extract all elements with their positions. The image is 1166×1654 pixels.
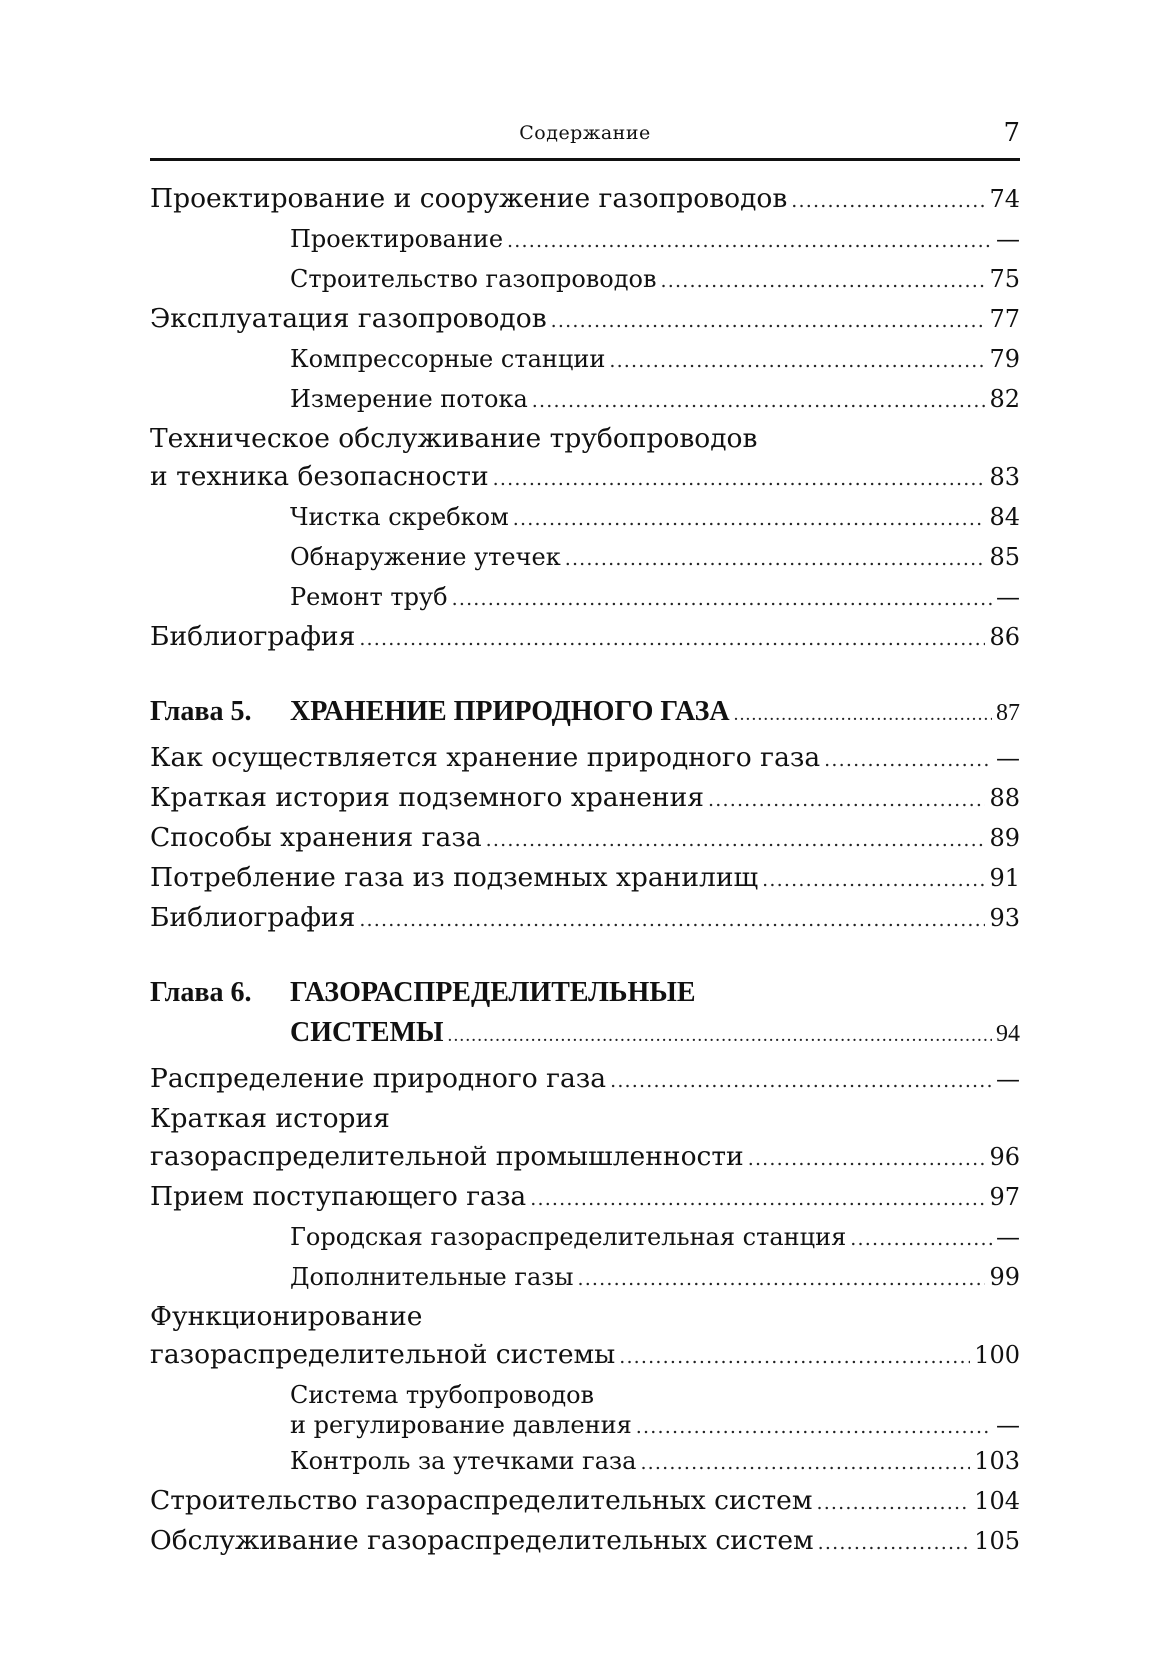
toc-entry-title: Городская газораспределительная станция (290, 1223, 847, 1251)
leader-dots (532, 382, 986, 420)
chapter-page: 94 (996, 1021, 1020, 1047)
toc-entry-title: Измерение потока (290, 385, 528, 413)
toc-entry-title: Потребление газа из подземных хранилищ (150, 862, 759, 893)
leader-dots (359, 620, 985, 658)
toc-entry-title: Дополнительные газы (290, 1263, 574, 1291)
toc-entry-page: 82 (989, 385, 1020, 413)
toc-entry-title: Эксплуатация газопроводов (150, 303, 547, 334)
leader-dots (824, 741, 992, 779)
chapter-title-cont: СИСТЕМЫ (290, 1017, 444, 1048)
leader-dots (452, 580, 992, 618)
toc-entry-title: Как осуществляется хранение природного газа (150, 742, 821, 773)
toc-entry (150, 819, 1020, 859)
toc-entry-title: Компрессорные станции (290, 345, 606, 373)
toc-entry-title-cont: и техника безопасности (150, 461, 489, 492)
page-header (150, 118, 1020, 161)
toc-entry-title-cont: газораспределительной системы (150, 1339, 616, 1370)
toc-entry-page: 85 (989, 543, 1020, 571)
leader-dots (530, 1180, 985, 1218)
leader-dots (486, 821, 986, 859)
toc-entry-title: Библиография (150, 621, 356, 652)
leader-dots (816, 1484, 970, 1522)
leader-dots (850, 1220, 992, 1258)
toc-entry (150, 618, 1020, 658)
toc-entry-page: — (996, 1223, 1020, 1251)
page-number: 7 (1003, 118, 1020, 148)
toc-entry-title: Краткая история (150, 1103, 390, 1134)
running-title: Содержание (519, 122, 651, 144)
toc-entry-title: Обслуживание газораспределительных систем (150, 1525, 814, 1556)
leader-dots (507, 222, 992, 260)
toc-subentry (150, 260, 1020, 300)
toc-subentry (150, 220, 1020, 260)
toc-entry-page: — (996, 744, 1020, 772)
toc-entry-title: Прием поступающего газа (150, 1181, 527, 1212)
toc-entry-title: Проектирование и сооружение газопроводов (150, 183, 788, 214)
toc-entry (150, 779, 1020, 819)
leader-dots (493, 460, 986, 498)
leader-dots (610, 1062, 992, 1100)
chapter-heading (150, 973, 1020, 1056)
leader-dots (513, 500, 986, 538)
toc-entry (150, 899, 1020, 939)
toc-entry-title: Строительство газораспределительных систем (150, 1485, 813, 1516)
toc-subentry (150, 498, 1020, 538)
leader-dots (359, 901, 985, 939)
toc-entry-page: 74 (989, 185, 1020, 213)
toc-entry (150, 420, 1020, 498)
leader-dots (448, 1016, 993, 1056)
toc-entry-page: — (996, 225, 1020, 253)
leader-dots (551, 302, 986, 340)
toc-entry (150, 1482, 1020, 1522)
toc-entry-page: 75 (989, 265, 1020, 293)
toc-entry-page: 93 (989, 904, 1020, 932)
toc-entry-page: 99 (989, 1263, 1020, 1291)
toc-subentry (150, 578, 1020, 618)
toc-entry-page: 96 (989, 1143, 1020, 1171)
leader-dots (762, 861, 985, 899)
toc-entry-page: 86 (989, 623, 1020, 651)
toc-entry-page: — (996, 1065, 1020, 1093)
toc-entry-page: 77 (989, 305, 1020, 333)
chapter-title: ХРАНЕНИЕ ПРИРОДНОГО ГАЗА (290, 696, 730, 727)
leader-dots (609, 342, 985, 380)
toc-entry-page: 83 (989, 463, 1020, 491)
toc-entry (150, 1298, 1020, 1376)
leader-dots (565, 540, 986, 578)
toc-entry-page: 97 (989, 1183, 1020, 1211)
toc-subentry (150, 340, 1020, 380)
leader-dots (577, 1260, 985, 1298)
toc-entry-title: Функционирование (150, 1301, 423, 1332)
toc-entry-page: 88 (989, 784, 1020, 812)
toc-subentry (150, 1380, 1020, 1442)
toc-entry-title: Распределение природного газа (150, 1063, 607, 1094)
toc-entry-title: Краткая история подземного хранения (150, 782, 704, 813)
toc-entry-page: 100 (974, 1341, 1020, 1369)
toc-entry-title: Обнаружение утечек (290, 543, 561, 571)
toc-subentry (150, 538, 1020, 578)
toc-entry-title-cont: газораспределительной промышленности (150, 1141, 744, 1172)
toc-entry-title: Чистка скребком (290, 503, 509, 531)
toc-entry-page: 104 (974, 1487, 1020, 1515)
toc-entry-page: 91 (989, 864, 1020, 892)
toc-entry-title: Ремонт труб (290, 583, 448, 611)
chapter-label: Глава 5. (150, 696, 252, 727)
toc-entry (150, 859, 1020, 899)
chapter-label: Глава 6. (150, 977, 252, 1008)
toc-entry (150, 1100, 1020, 1178)
toc-entry-page: — (996, 1411, 1020, 1439)
toc-entry-title: Контроль за утечками газа (290, 1447, 637, 1475)
toc-entry-page: 84 (989, 503, 1020, 531)
toc-entry-page: 79 (989, 345, 1020, 373)
toc-entry (150, 180, 1020, 220)
toc-entry-page: 89 (989, 824, 1020, 852)
leader-dots (640, 1444, 970, 1482)
leader-dots (791, 182, 985, 220)
toc-subentry (150, 1258, 1020, 1298)
toc-entry-title: Проектирование (290, 225, 504, 253)
leader-dots (636, 1412, 992, 1442)
leader-dots (660, 262, 985, 300)
toc-entry (150, 1060, 1020, 1100)
toc-entry-title: Строительство газопроводов (290, 265, 657, 293)
toc-entry (150, 1522, 1020, 1562)
leader-dots (818, 1524, 971, 1562)
toc-entry-page: 103 (974, 1447, 1020, 1475)
toc-subentry (150, 380, 1020, 420)
leader-dots (748, 1140, 986, 1178)
toc-entry-title-cont: и регулирование давления (290, 1411, 632, 1439)
toc-entry (150, 739, 1020, 779)
table-of-contents (150, 180, 1020, 1562)
leader-dots (619, 1338, 970, 1376)
toc-entry-title: Библиография (150, 902, 356, 933)
chapter-title: ГАЗОРАСПРЕДЕЛИТЕЛЬНЫЕ (290, 977, 696, 1008)
toc-subentry (150, 1218, 1020, 1258)
toc-entry (150, 300, 1020, 340)
chapter-page: 87 (996, 700, 1020, 726)
leader-dots (708, 781, 985, 819)
toc-entry-page: — (996, 583, 1020, 611)
toc-entry-title: Способы хранения газа (150, 822, 482, 853)
toc-entry-title: Система трубопроводов (290, 1381, 595, 1409)
toc-entry (150, 1178, 1020, 1218)
toc-subentry (150, 1442, 1020, 1482)
toc-entry-page: 105 (974, 1527, 1020, 1555)
leader-dots (734, 695, 992, 735)
chapter-heading (150, 692, 1020, 735)
toc-entry-title: Техническое обслуживание трубопроводов (150, 423, 758, 454)
